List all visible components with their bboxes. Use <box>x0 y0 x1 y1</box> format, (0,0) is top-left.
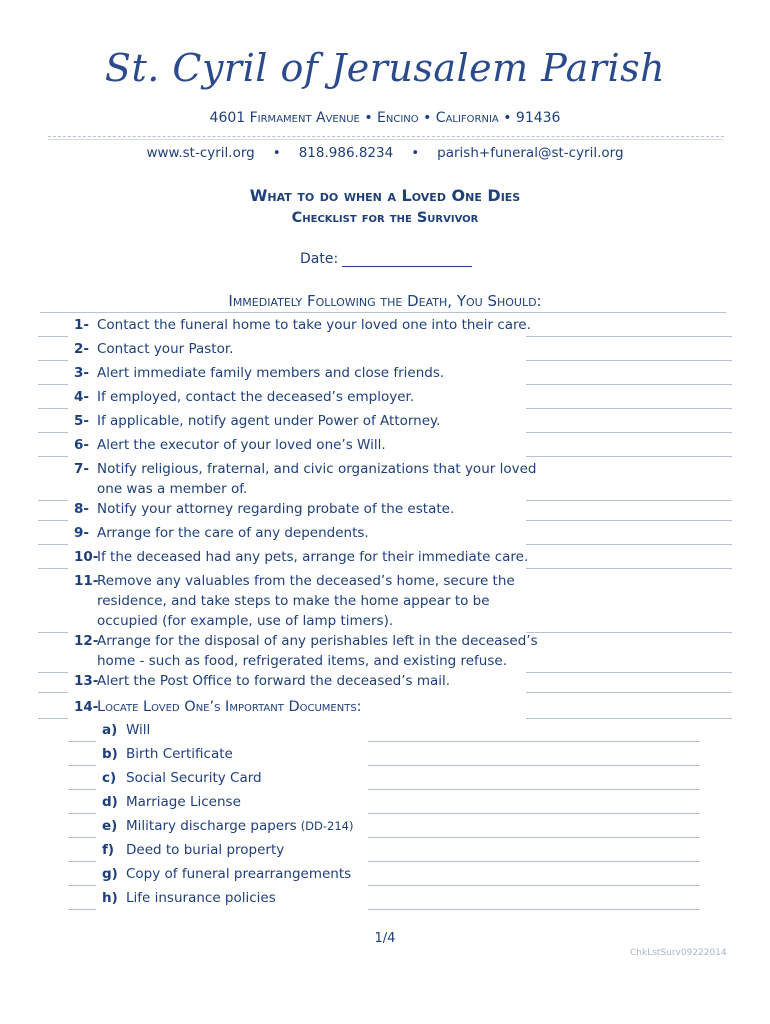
checkbox-line[interactable] <box>38 692 68 693</box>
checkbox-line[interactable] <box>38 360 68 361</box>
checkbox-line[interactable] <box>68 813 96 814</box>
item-text: If the deceased had any pets, arrange for their immediate care. <box>97 549 529 565</box>
item-text: Arrange for the disposal of any perishables left in the deceased’s <box>97 633 538 649</box>
item-number: 12- <box>74 633 99 649</box>
item-text: Notify your attorney regarding probate of the estate. <box>97 501 455 517</box>
notes-line[interactable] <box>368 885 700 886</box>
document-title: What to do when a Loved One Dies <box>249 186 521 205</box>
document-text: Deed to burial property <box>126 842 285 858</box>
notes-line[interactable] <box>526 692 732 693</box>
checkbox-line[interactable] <box>38 568 68 569</box>
notes-line[interactable] <box>368 789 700 790</box>
checkbox-line[interactable] <box>38 520 68 521</box>
notes-line[interactable] <box>526 718 732 719</box>
notes-line[interactable] <box>526 384 732 385</box>
document-code: ChkLstSurv09222014 <box>630 948 727 958</box>
notes-line[interactable] <box>526 568 732 569</box>
item-text: Contact the funeral home to take your loved one into their care. <box>97 317 531 333</box>
document-text: Life insurance policies <box>126 890 276 906</box>
document-name <box>126 888 276 908</box>
document-text: Copy of funeral prearrangements <box>126 866 352 882</box>
document-text: Marriage License <box>126 794 241 810</box>
bullet-separator: • <box>272 145 281 161</box>
document-letter: c) <box>102 770 117 786</box>
item-number: 1- <box>74 317 89 333</box>
item-text: If applicable, notify agent under Power of Attorney. <box>97 413 441 429</box>
notes-line[interactable] <box>368 813 700 814</box>
document-name <box>126 792 241 812</box>
item-number: 11- <box>74 573 99 589</box>
item-number: 4- <box>74 389 89 405</box>
item-text: Alert immediate family members and close friends. <box>97 365 445 381</box>
checkbox-line[interactable] <box>38 672 68 673</box>
checkbox-line[interactable] <box>68 885 96 886</box>
checkbox-line[interactable] <box>68 861 96 862</box>
document-name <box>126 816 353 836</box>
document-name <box>126 768 262 788</box>
document-letter: e) <box>102 818 118 834</box>
header-divider-solid <box>48 139 724 140</box>
item-number: 2- <box>74 341 89 357</box>
checkbox-line[interactable] <box>38 500 68 501</box>
document-text: Birth Certificate <box>126 746 233 762</box>
item-number: 7- <box>74 461 89 477</box>
notes-line[interactable] <box>526 500 732 501</box>
notes-line[interactable] <box>526 672 732 673</box>
item-text: Arrange for the care of any dependents. <box>97 525 369 541</box>
document-text: Military discharge papers <box>126 818 297 834</box>
checkbox-line[interactable] <box>38 544 68 545</box>
checkbox-line[interactable] <box>38 456 68 457</box>
notes-line[interactable] <box>526 456 732 457</box>
notes-line[interactable] <box>368 909 700 910</box>
notes-line[interactable] <box>368 741 700 742</box>
notes-line[interactable] <box>526 632 732 633</box>
checkbox-line[interactable] <box>68 909 96 910</box>
item-number: 8- <box>74 501 89 517</box>
document-letter: a) <box>102 722 118 738</box>
email-link[interactable]: parish+funeral@st-cyril.org <box>437 145 624 161</box>
header-divider <box>48 136 724 137</box>
notes-line[interactable] <box>368 765 700 766</box>
item-text: Alert the executor of your loved one’s Will. <box>97 437 386 453</box>
checkbox-line[interactable] <box>38 632 68 633</box>
section-rule <box>40 312 726 313</box>
website-link[interactable]: www.st-cyril.org <box>146 145 255 161</box>
date-label: Date: <box>300 251 339 267</box>
item-number: 6- <box>74 437 89 453</box>
checkbox-line[interactable] <box>68 789 96 790</box>
notes-line[interactable] <box>526 336 732 337</box>
checkbox-line[interactable] <box>68 837 96 838</box>
item-text: home - such as food, refrigerated items, and existing refuse. <box>97 653 507 669</box>
item-number: 14- <box>74 699 99 715</box>
checkbox-line[interactable] <box>38 718 68 719</box>
checkbox-line[interactable] <box>38 432 68 433</box>
document-name <box>126 840 284 860</box>
item-number: 5- <box>74 413 89 429</box>
notes-line[interactable] <box>526 408 732 409</box>
notes-line[interactable] <box>368 861 700 862</box>
checkbox-line[interactable] <box>38 384 68 385</box>
document-name <box>126 720 150 740</box>
document-letter: b) <box>102 746 118 762</box>
document-letter: d) <box>102 794 118 810</box>
notes-line[interactable] <box>368 837 700 838</box>
notes-line[interactable] <box>526 432 732 433</box>
document-text: Social Security Card <box>126 770 262 786</box>
item-number: 13- <box>74 673 99 689</box>
phone-number: 818.986.8234 <box>298 145 394 161</box>
item-text: Notify religious, fraternal, and civic organizations that your loved <box>97 461 537 477</box>
item-number: 9- <box>74 525 89 541</box>
item-text: If employed, contact the deceased’s employer. <box>97 389 415 405</box>
notes-line[interactable] <box>526 360 732 361</box>
item-text: Locate Loved One’s Important Documents: <box>97 699 362 715</box>
bullet-separator: • <box>411 145 420 161</box>
date-input-line[interactable] <box>342 252 472 267</box>
document-name <box>126 864 351 884</box>
checkbox-line[interactable] <box>38 408 68 409</box>
notes-line[interactable] <box>526 544 732 545</box>
document-letter: h) <box>102 890 118 906</box>
checkbox-line[interactable] <box>38 336 68 337</box>
document-note: (DD-214) <box>300 819 354 833</box>
parish-name: St. Cyril of Jerusalem Parish <box>104 46 666 90</box>
contact-line <box>0 145 770 161</box>
document-text: Will <box>126 722 151 738</box>
document-subtitle: Checklist for the Survivor <box>291 210 479 226</box>
item-text: Contact your Pastor. <box>97 341 234 357</box>
item-text: Alert the Post Office to forward the deceased’s mail. <box>97 673 451 689</box>
item-text: one was a member of. <box>97 481 248 497</box>
checkbox-line[interactable] <box>68 765 96 766</box>
document-name <box>126 744 233 764</box>
item-text: Remove any valuables from the deceased’s home, secure the <box>97 573 515 589</box>
parish-address: 4601 Firmament Avenue • Encino • California • 91436 <box>209 110 561 126</box>
document-letter: g) <box>102 866 118 882</box>
date-field <box>300 251 472 267</box>
item-text: occupied (for example, use of lamp timers). <box>97 613 394 629</box>
item-text: residence, and take steps to make the home appear to be <box>97 593 490 609</box>
checkbox-line[interactable] <box>68 741 96 742</box>
notes-line[interactable] <box>526 520 732 521</box>
page-number: 1/4 <box>374 931 396 946</box>
item-number: 10- <box>74 549 99 565</box>
item-number: 3- <box>74 365 89 381</box>
document-letter: f) <box>102 842 115 858</box>
section-heading: Immediately Following the Death, You Should: <box>228 292 542 310</box>
